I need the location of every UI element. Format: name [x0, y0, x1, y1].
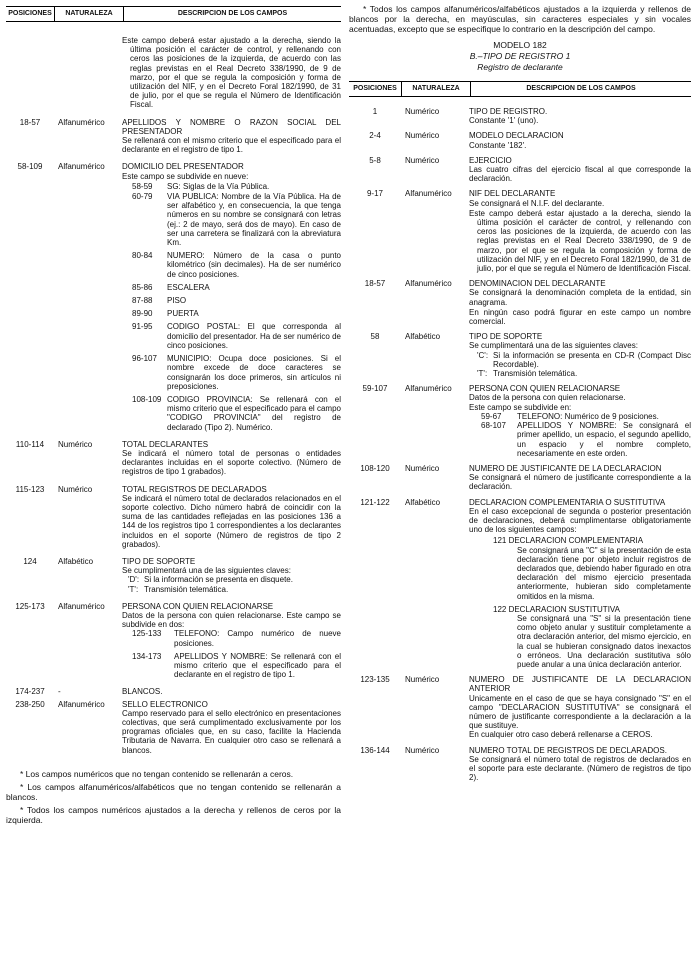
row-title: EJERCICIO: [469, 155, 512, 165]
key-code: 'T':: [128, 584, 139, 594]
row-text: Se cumplimentará una de las siguientes claves:: [122, 566, 291, 576]
row-position: 58: [370, 332, 380, 342]
row-position: 136-144: [360, 745, 390, 755]
row-title: NUMERO DE JUSTIFICANTE DE LA DECLARACION: [469, 463, 662, 473]
row-nature: Alfanumérico: [58, 162, 105, 172]
row-title: TIPO DE SOPORTE: [122, 556, 196, 566]
table-row: [349, 498, 691, 670]
row-title: BLANCOS.: [122, 687, 163, 697]
sub-position: 87-88: [132, 296, 153, 306]
left-column: [6, 6, 341, 825]
record-type-title: B.–TIPO DE REGISTRO 1: [469, 51, 571, 61]
row-position: 18-57: [19, 117, 41, 127]
row-nature: -: [58, 687, 61, 697]
sub-description: APELLIDOS Y NOMBRE: Se consignará el primer apellido, un espacio, el segundo apellido, un espacio y el nombre completo, necesariamente en este orden.: [517, 421, 691, 458]
row-position: 18-57: [364, 279, 386, 289]
sub-description: TELEFONO: Campo numérico de nueve posiciones.: [174, 629, 341, 648]
row-nature: Alfanumérico: [58, 601, 105, 611]
row-position: 124: [23, 556, 37, 566]
row-text-2: Este campo deberá estar ajustado a la derecha, siendo la última posición el carácter de control, y rellenando con ceros las posiciones de la izquierda, de acuerdo con las reglas previstas en el Real Decreto 338/1990, de 9 de marzo, por el que se regula la composición y forma de utilización del NIF, y en el Decreto Foral 182/1990, de 31 de julio, por el que se regula el Número de Identificación Fiscal.: [469, 208, 691, 274]
table-row: [349, 279, 691, 326]
right-column: [349, 4, 691, 782]
row-nature: Numérico: [58, 439, 93, 449]
row-text: Constante '1' (uno).: [469, 116, 539, 126]
sub-description: TELEFONO: Numérico de 9 posiciones.: [517, 411, 659, 421]
sub-position: 68-107: [481, 421, 506, 431]
row-nature: Alfabético: [405, 332, 441, 342]
sub-position: 91-95: [132, 322, 153, 332]
row-nature: Alfanumérico: [405, 384, 452, 394]
row-position: 123-135: [360, 675, 390, 685]
sub-field-text: Se consignará una "S" si la presentación tiene como objeto anular y sustituir completamente a otra declaración anterior, del mismo ejercicio, en la cual se hubieran consignado datos inexactos o erróneos. Una declaración sustitutiva sólo puede anular a una única declaración anterior.: [517, 613, 691, 669]
row-title: NUMERO TOTAL DE REGISTROS DE DECLARADOS.: [469, 745, 667, 755]
table-row: [349, 156, 691, 184]
row-position: 2-4: [369, 131, 381, 141]
row-position: 9-17: [366, 189, 383, 199]
row-nature: Alfabético: [58, 556, 94, 566]
row-text: Datos de la persona con quien relacionarse.: [469, 393, 626, 403]
table-row: [349, 107, 691, 125]
footnote: * Los campos alfanuméricos/alfabéticos que no tengan contenido se rellenarán a blancos.: [6, 781, 341, 802]
row-text: Se cumplimentará una de las siguientes claves:: [469, 341, 638, 351]
row-nature: Numérico: [405, 745, 440, 755]
row-nature: Numérico: [405, 675, 440, 685]
row-nature: Alfabético: [405, 497, 441, 507]
row-nature: Numérico: [405, 463, 440, 473]
table-row: [6, 687, 341, 696]
row-position: 115-123: [15, 484, 45, 494]
sub-position: 59-67: [481, 411, 502, 421]
row-position: 1: [372, 107, 378, 116]
header-descripcion: DESCRIPCION DE LOS CAMPOS: [177, 10, 288, 17]
header-descripcion: DESCRIPCION DE LOS CAMPOS: [526, 85, 636, 92]
row-nature: Alfanumérico: [58, 699, 105, 709]
key-code: 'C':: [477, 350, 489, 360]
row-position: 108-120: [360, 463, 390, 473]
left-table-header: [6, 6, 341, 22]
sub-position: 60-79: [132, 192, 153, 202]
row-title: NIF DEL DECLARANTE: [469, 189, 556, 199]
sub-field-title: 121 DECLARACION COMPLEMENTARIA: [493, 536, 644, 546]
row-text: En el caso excepcional de segunda o posterior presentación de declaraciones, deberá cumplimentarse obligatoriamente uno de los siguientes campos:: [469, 506, 691, 535]
row-position: 174-237: [15, 687, 45, 697]
row-nature: Numérico: [405, 155, 440, 165]
sub-description: CODIGO PROVINCIA: Se rellenará con el mismo criterio que el especificado para el campo "CODIGO PROVINCIA" del registro de declarado (Tipo 2). Numérico.: [167, 394, 341, 432]
row-text: Se indicará el número total de declarados relacionados en el soporte colectivo. Dicho número habrá de coincidir con la suma de las cantidades reflejadas en las posiciones 136 a 144 de los registros tipo 1 correspondientes a los declarantes incluidos en el soporte (Número de registros de tipo 2 grabados).: [122, 493, 341, 549]
header-posiciones: POSICIONES: [6, 7, 55, 21]
row-text: Unicamente en el caso de que se haya consignado "S" en el campo "DECLARACION SUSTITUTIVA" se consignará el número de justificante correspondiente a la declaración a la que sustituye.: [469, 693, 691, 731]
sub-position: 89-90: [132, 309, 153, 319]
nif-continuation-text: Este campo deberá estar ajustado a la derecha, siendo la última posición el carácter de control, y rellenando con ceros las posiciones de la izquierda, de acuerdo con las reglas previstas en el Real Decreto 338/1990, de 9 de marzo, por el que se regula la composición y forma de utilización del NIF, y en el Decreto Foral 182/1990, de 31 de julio, por el que se regula el Número de Identificación Fiscal.: [122, 36, 341, 110]
row-position: 5-8: [369, 155, 381, 165]
row-title: MODELO DECLARACION: [469, 131, 564, 141]
header-posiciones: POSICIONES: [349, 82, 402, 96]
key-description: Si la información se presenta en CD-R (Compact Disc Recordable).: [493, 350, 691, 369]
model-title: MODELO 182: [493, 40, 547, 50]
sub-description: VIA PUBLICA: Nombre de la Vía Pública. Ha de ser alfabético y, en consecuencia, la que tenga números en su nombre se consignará con letras (ej.: 2 de mayo, será dos de mayo). En caso de ser una carretera se finalizará con la abreviatura Km.: [167, 192, 341, 248]
row-position: 58-109: [17, 162, 43, 172]
sub-position: 58-59: [132, 181, 153, 191]
row-title: TOTAL REGISTROS DE DECLARADOS: [122, 484, 267, 494]
table-row: [349, 332, 691, 378]
row-title: NUMERO DE JUSTIFICANTE DE LA DECLARACION ANTERIOR: [469, 675, 691, 694]
row-text: Se consignará la denominación completa de la entidad, sin anagrama.: [469, 288, 691, 307]
right-table-header: [349, 81, 691, 97]
table-row: [6, 118, 341, 155]
sub-position: 96-107: [132, 354, 157, 364]
sub-description: MUNICIPIO: Ocupa doce posiciones. Si el nombre excede de doce caracteres se consignarán los doce primeros, sin artículos ni preposiciones.: [167, 354, 341, 391]
row-title: APELLIDOS Y NOMBRE O RAZON SOCIAL DEL PRESENTADOR: [122, 117, 341, 136]
key-description: Si la información se presenta en disquete.: [144, 575, 293, 585]
top-footnote: * Todos los campos alfanuméricos/alfabéticos ajustados a la izquierda y rellenos de blancos por la derecha, en mayúsculas, sin caracteres especiales y sin vocales acentuadas, excepto que se especifique lo contrario en la descripción del campo.: [349, 4, 691, 34]
record-type-subtitle: Registro de declarante: [477, 62, 563, 72]
sub-description: PISO: [167, 296, 187, 306]
table-row: [349, 464, 691, 492]
row-text: Este campo se subdivide en nueve:: [122, 171, 249, 181]
table-row: [349, 746, 691, 783]
row-text: Se consignará el N.I.F. del declarante.: [469, 198, 605, 208]
key-code: 'T':: [477, 369, 488, 379]
table-row: [6, 440, 341, 477]
key-description: Transmisión telemática.: [493, 369, 578, 379]
sub-description: NUMERO: Número de la casa o punto kilométrico (sin decimales). Ha de ser numérico de cinco posiciones.: [167, 251, 341, 279]
sub-field-text: Se consignará una "C" si la presentación de esta declaración tiene por objeto incluir registros de declarados que, debiendo haber figurado en otra declaración del mismo ejercicio presentada anteriormente, hubieran sido completamente omitidos en la misma.: [517, 545, 691, 601]
sub-field-title: 122 DECLARACION SUSTITUTIVA: [493, 604, 620, 614]
sub-position: 85-86: [132, 282, 153, 292]
row-position: 125-173: [15, 601, 45, 611]
row-text-2: En ningún caso podrá figurar en este campo un nombre comercial.: [469, 307, 691, 327]
row-position: 110-114: [15, 439, 45, 449]
row-text: Campo reservado para el sello electrónico en presentaciones colectivas, que será cumplimentado exclusivamente por los programas oficiales que, en su caso, facilite la Hacienda Tributaria de Navarra. En cualquier otro caso se rellenará a blancos.: [122, 708, 341, 755]
row-nature: Alfanumérico: [58, 117, 105, 127]
table-row: [349, 384, 691, 458]
row-text: Se indicará el número total de personas o entidades declarantes incluidas en el soporte colectivo. (Número de registros de tipo 1 grabados).: [122, 448, 341, 477]
row-position: 59-107: [362, 384, 388, 394]
header-naturaleza: NATURALEZA: [402, 82, 471, 96]
row-text: Se rellenará con el mismo criterio que el especificado para el declarante en el registro de tipo 1.: [122, 136, 341, 155]
sub-position: 134-173: [132, 651, 162, 661]
row-title: PERSONA CON QUIEN RELACIONARSE: [469, 384, 621, 394]
footnote: * Los campos numéricos que no tengan contenido se rellenarán a ceros.: [20, 768, 294, 779]
row-title: TIPO DE SOPORTE: [469, 332, 543, 342]
row-title: DENOMINACION DEL DECLARANTE: [469, 279, 606, 289]
row-nature: Numérico: [58, 484, 93, 494]
row-position: 238-250: [15, 699, 45, 709]
row-text: Las cuatro cifras del ejercicio fiscal al que corresponde la declaración.: [469, 165, 691, 184]
header-naturaleza: NATURALEZA: [55, 7, 124, 21]
sub-position: 108-109: [132, 394, 162, 404]
row-text-2: Este campo se subdivide en:: [469, 402, 572, 412]
table-row: [349, 189, 691, 273]
row-title: DECLARACION COMPLEMENTARIA O SUSTITUTIVA: [469, 497, 666, 507]
sub-description: CODIGO POSTAL: El que corresponda al domicilio del presentador. Ha de ser numérico de cinco posiciones.: [167, 322, 341, 350]
table-row: [349, 131, 691, 149]
row-text: Se consignará el número total de registros de declarados en el soporte para este declarante. (Número de registros de tipo 2).: [469, 754, 691, 783]
footnote: * Todos los campos numéricos ajustados a la derecha y rellenos de ceros por la izquierda.: [6, 804, 341, 825]
row-title: TIPO DE REGISTRO.: [469, 107, 548, 116]
table-row: [6, 602, 341, 680]
table-row: [6, 485, 341, 549]
row-text: Datos de la persona con quien relacionarse. Este campo se subdivide en dos:: [122, 610, 341, 630]
table-row: [349, 675, 691, 739]
row-title: TOTAL DECLARANTES: [122, 439, 209, 449]
sub-position: 125-133: [132, 629, 162, 639]
table-row: [6, 557, 341, 594]
key-code: 'D':: [128, 575, 140, 585]
key-description: Transmisión telemática.: [144, 584, 229, 594]
row-title: DOMICILIO DEL PRESENTADOR: [122, 162, 244, 172]
table-row: [6, 162, 341, 431]
row-nature: Alfanumérico: [405, 279, 452, 289]
row-nature: Numérico: [405, 131, 440, 141]
sub-description: APELLIDOS Y NOMBRE: Se rellenará con el mismo criterio que el especificado para el declarante en el registro de tipo 1.: [174, 651, 341, 680]
row-title: PERSONA CON QUIEN RELACIONARSE: [122, 601, 274, 611]
row-nature: Alfanumérico: [405, 189, 452, 199]
row-position: 121-122: [360, 497, 390, 507]
row-text: Se consignará el número de justificante correspondiente a la declaración.: [469, 473, 691, 492]
sub-description: ESCALERA: [167, 282, 210, 292]
sub-description: SG: Siglas de la Vía Pública.: [167, 181, 270, 191]
sub-description: PUERTA: [167, 309, 199, 319]
row-nature: Numérico: [405, 107, 440, 116]
row-text-2: En cualquier otro caso deberá rellenarse a CEROS.: [469, 730, 653, 740]
table-row: [6, 700, 341, 755]
sub-position: 80-84: [132, 251, 153, 261]
row-text: Constante '182'.: [469, 140, 527, 150]
row-title: SELLO ELECTRONICO: [122, 699, 208, 709]
